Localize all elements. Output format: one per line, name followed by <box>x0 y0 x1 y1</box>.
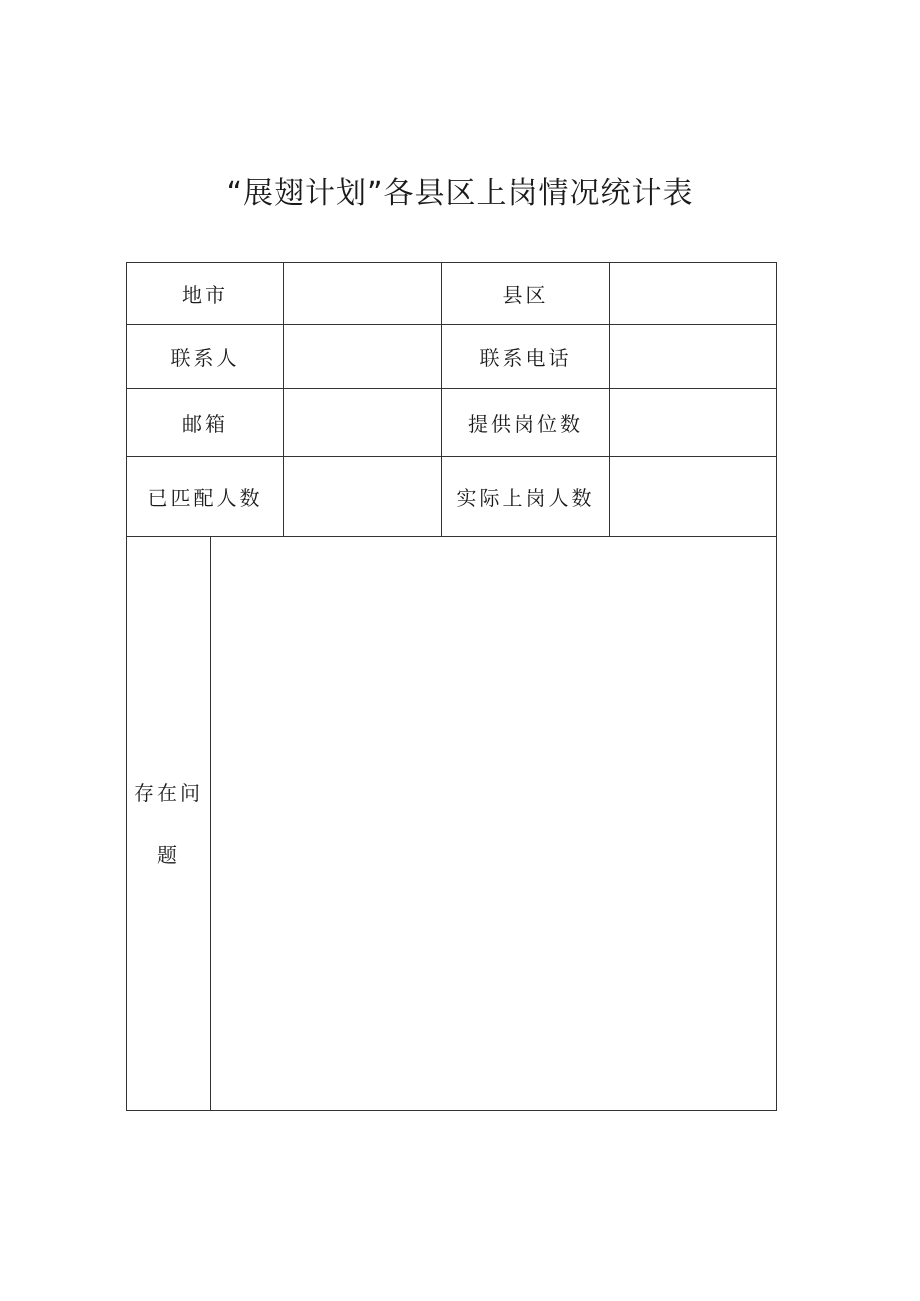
matched-count-label: 已匹配人数 <box>127 457 284 537</box>
city-label: 地市 <box>127 263 284 325</box>
issues-label: 存在问题 <box>134 780 203 867</box>
form-row-contact <box>127 325 777 389</box>
statistics-form-table <box>126 262 777 1111</box>
positions-offered-label: 提供岗位数 <box>442 389 610 457</box>
contact-person-input-cell[interactable] <box>284 325 442 389</box>
form-row-matched <box>127 457 777 537</box>
contact-person-label: 联系人 <box>127 325 284 389</box>
contact-phone-label: 联系电话 <box>442 325 610 389</box>
positions-offered-input-cell[interactable] <box>610 389 777 457</box>
county-input-cell[interactable] <box>610 263 777 325</box>
page-title: “展翅计划”各县区上岗情况统计表 <box>226 176 694 211</box>
issues-input-cell[interactable] <box>211 537 777 1111</box>
issues-label-cell <box>127 537 211 1111</box>
form-row-email <box>127 389 777 457</box>
email-label: 邮箱 <box>127 389 284 457</box>
actual-onboard-input-cell[interactable] <box>610 457 777 537</box>
form-row-city <box>127 263 777 325</box>
county-label: 县区 <box>442 263 610 325</box>
actual-onboard-label: 实际上岗人数 <box>442 457 610 537</box>
contact-phone-input-cell[interactable] <box>610 325 777 389</box>
email-input-cell[interactable] <box>284 389 442 457</box>
form-row-issues <box>127 537 777 1111</box>
matched-count-input-cell[interactable] <box>284 457 442 537</box>
city-input-cell[interactable] <box>284 263 442 325</box>
